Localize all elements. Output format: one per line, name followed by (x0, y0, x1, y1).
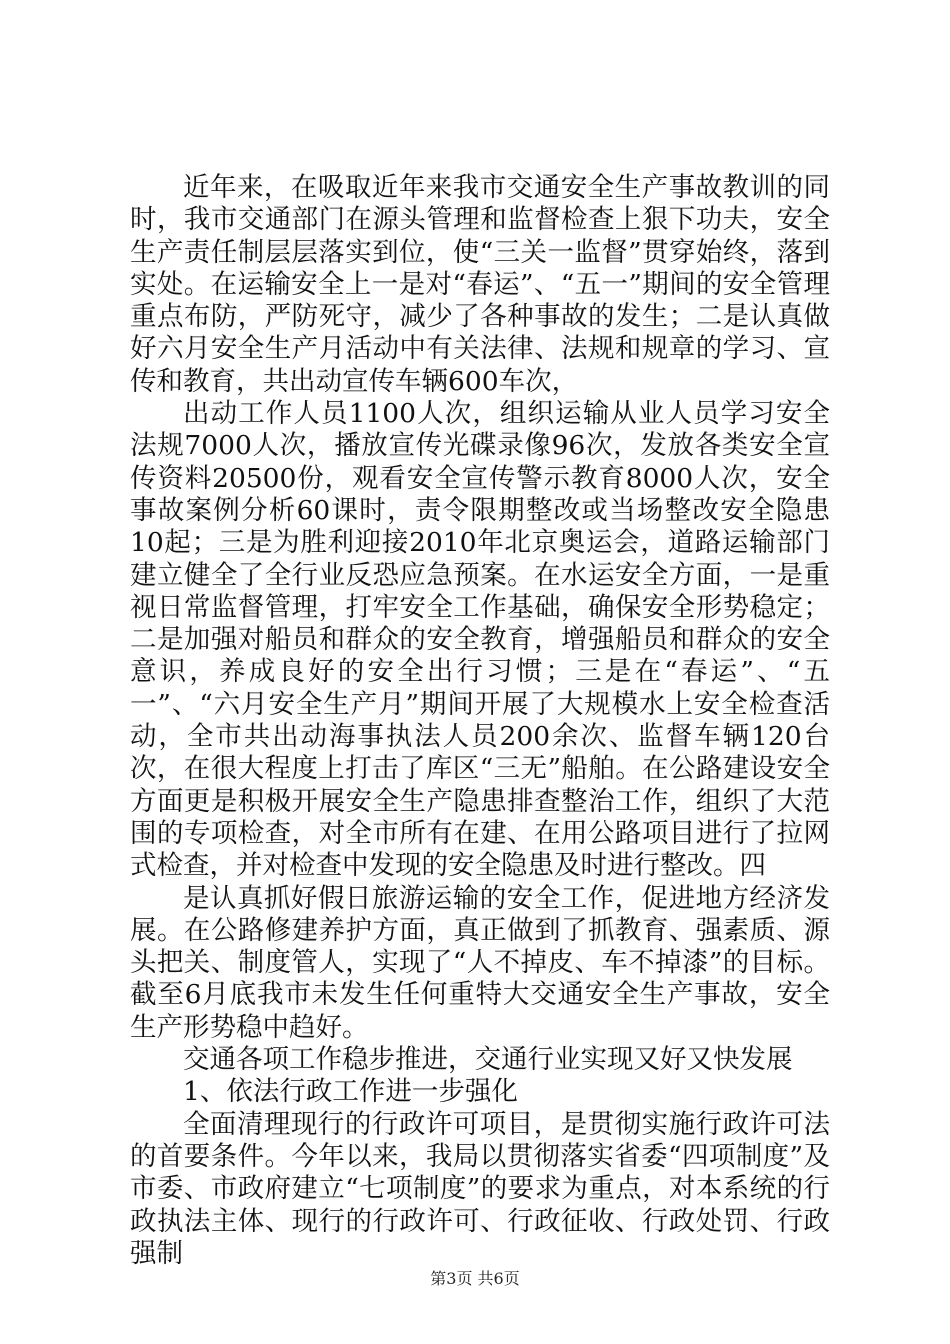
document-body (130, 172, 830, 1270)
paragraph-1: 近年来，在吸取近年来我市交通安全生产事故教训的同时，我市交通部门在源头管理和监督检查上狠下功夫，安全生产责任制层层落实到位，使“三关一监督”贯穿始终，落到实处。在运输安全上一是对“春运”、“五一”期间的安全管理重点布防，严防死守，减少了各种事故的发生；二是认真做好六月安全生产月活动中有关法律、法规和规章的学习、宣传和教育，共出动宣传车辆600车次， (130, 172, 830, 397)
section-heading: 交通各项工作稳步推进，交通行业实现又好又快发展 (183, 1044, 793, 1076)
subsection-heading: 1、依法行政工作进一步强化 (183, 1076, 518, 1108)
paragraph-3: 是认真抓好假日旅游运输的安全工作，促进地方经济发展。在公路修建养护方面，真正做到了抓教育、强素质、源头把关、制度管人，实现了“人不掉皮、车不掉漆”的目标。截至6月底我市未发生任何重特大交通安全生产事故，安全生产形势稳中趋好。 (130, 882, 830, 1043)
paragraph-4: 全面清理现行的行政许可项目，是贯彻实施行政许可法的首要条件。今年以来，我局以贯彻落实省委“四项制度”及市委、市政府建立“七项制度”的要求为重点，对本系统的行政执法主体、现行的行政许可、行政征收、行政处罚、行政强制 (130, 1108, 830, 1269)
paragraph-2: 出动工作人员1100人次，组织运输从业人员学习安全法规7000人次，播放宣传光碟录像96次，发放各类安全宣传资料20500份，观看安全宣传警示教育8000人次，安全事故案例分析60课时，责令限期整改或当场整改安全隐患10起；三是为胜利迎接2010年北京奥运会，道路运输部门建立健全了全行业反恐应急预案。在水运安全方面，一是重视日常监督管理，打牢安全工作基础，确保安全形势稳定；二是加强对船员和群众的安全教育，增强船员和群众的安全意识，养成良好的安全出行习惯；三是在“春运”、“五一”、“六月安全生产月”期间开展了大规模水上安全检查活动，全市共出动海事执法人员200余次、监督车辆120台次，在很大程度上打击了库区“三无”船舶。在公路建设安全方面更是积极开展安全生产隐患排查整治工作，组织了大范围的专项检查，对全市所有在建、在用公路项目进行了拉网式检查，并对检查中发现的安全隐患及时进行整改。四 (130, 398, 830, 882)
page-number-footer: 第3页 共6页 (430, 1269, 520, 1288)
